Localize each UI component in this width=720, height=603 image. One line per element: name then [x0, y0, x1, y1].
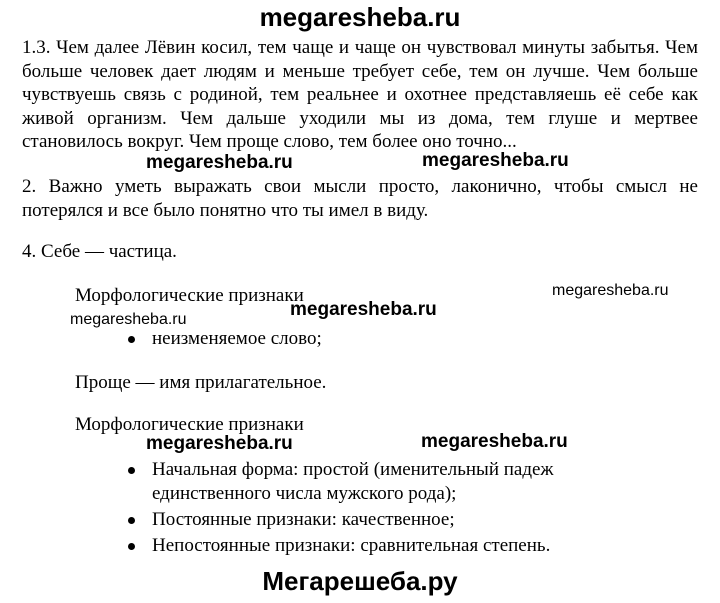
watermark-top: megaresheba.ru	[259, 2, 461, 32]
word-2-line: Проще — имя прилагательное.	[75, 372, 327, 393]
bullet-dot	[128, 517, 135, 524]
watermark-small-left: megaresheba.ru	[70, 311, 187, 328]
watermark-mid-left-1: megaresheba.ru	[146, 152, 293, 173]
list-item-text: Начальная форма: простой (именительный падеж единственного числа мужского рода);	[152, 459, 554, 504]
watermark-mid-left-3: megaresheba.ru	[146, 433, 293, 454]
list-item-text: Постоянные признаки: качественное;	[152, 509, 455, 530]
watermark-mid-center: megaresheba.ru	[290, 299, 437, 320]
watermark-mid-right-3: megaresheba.ru	[421, 431, 568, 452]
section-1-text: 1.3. Чем далее Лёвин косил, тем чаще и чаще он чувствовал минуты забытья. Чем больше человек дает людям и меньше требует себе, тем он лучше. Чем больше чувствуешь связь с родиной, тем реальнее и охотнее представляешь её себе как живой организм. Чем дальше уходили мы из дома, тем глуше и мертвее становилось вокруг. Чем проще слово, тем более оно точно...	[22, 37, 698, 152]
list-item-text: неизменяемое слово;	[152, 328, 322, 349]
list-item-text: Непостоянные признаки: сравнительная степень.	[152, 535, 551, 556]
section-2-text: 2. Важно уметь выражать свои мысли просто, лаконично, чтобы смысл не потерялся и все было понятно что ты имел в виду.	[22, 176, 698, 221]
watermark-small-right: megaresheba.ru	[552, 282, 669, 299]
watermark-mid-right-1: megaresheba.ru	[422, 150, 569, 171]
watermark-bottom: Мегарешеба.ру	[262, 566, 458, 596]
bullet-dot	[128, 467, 135, 474]
morph-label-1: Морфологические признаки	[75, 285, 304, 306]
bullet-dot	[128, 336, 135, 343]
section-4-heading: 4. Себе — частица.	[22, 241, 177, 262]
bullet-dot	[128, 543, 135, 550]
morph-label-2: Морфологические признаки	[75, 414, 304, 435]
